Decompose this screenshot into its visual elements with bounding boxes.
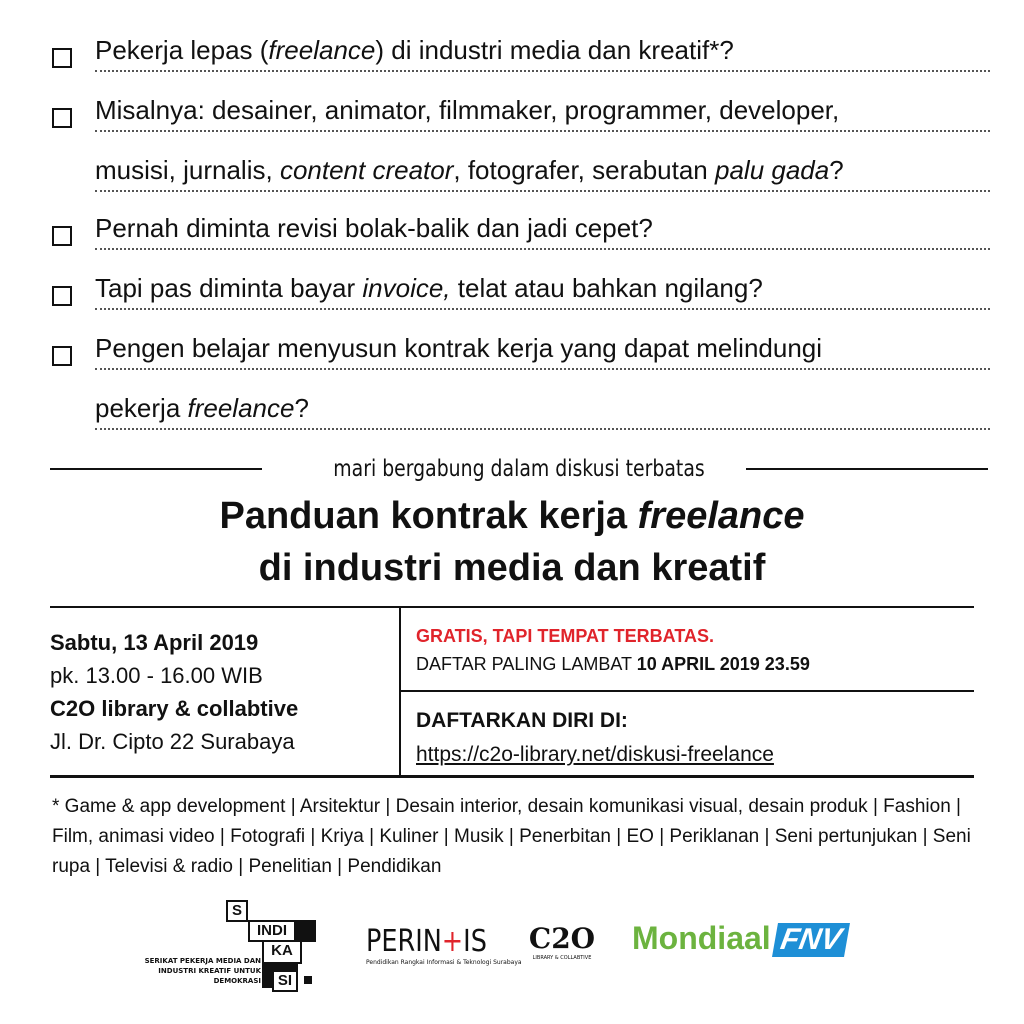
- page-title-line-2: di industri media dan kreatif: [258, 547, 766, 589]
- event-venue: C2O library & collabtive: [50, 696, 299, 721]
- mondiaal-fnv-logo: Mondiaal FNV: [632, 920, 862, 970]
- event-date: Sabtu, 13 April 2019: [50, 630, 259, 655]
- section-divider: [50, 454, 988, 484]
- sindikasi-cell: INDI: [248, 920, 296, 942]
- checkbox[interactable]: [52, 108, 72, 128]
- registration-notice: [416, 622, 810, 678]
- c2o-subtitle: LIBRARY & COLLABTIVE: [532, 955, 592, 961]
- checkbox[interactable]: [52, 226, 72, 246]
- page-title-line-1: Panduan kontrak kerja freelance: [219, 495, 805, 537]
- checkbox[interactable]: [52, 346, 72, 366]
- checkbox[interactable]: [52, 286, 72, 306]
- perintis-logo: PERIN+IS Pendidikan Rangkai Informasi & Teknologi Surabaya: [366, 924, 526, 974]
- checklist-item-2-cont: musisi, jurnalis, content creator, fotografer, serabutan palu gada?: [50, 154, 990, 190]
- table-divider-horizontal: [401, 690, 974, 692]
- register-label: DAFTARKAN DIRI DI:: [416, 709, 628, 732]
- deadline: DAFTAR PALING LAMBAT 10 APRIL 2019 23.59: [416, 654, 810, 674]
- sindikasi-cell: SI: [272, 970, 298, 992]
- sindikasi-logo: [144, 900, 326, 1010]
- free-notice: GRATIS, TAPI TEMPAT TERBATAS.: [416, 626, 714, 646]
- subheading: mari bergabung dalam diskusi terbatas: [134, 454, 903, 484]
- table-rule-bottom: [50, 775, 974, 778]
- registration-link-block: [416, 704, 774, 772]
- checklist-item-2: Misalnya: desainer, animator, filmmaker, programmer, developer,: [50, 94, 990, 130]
- checklist-item-4: Tapi pas diminta bayar invoice, telat atau bahkan ngilang?: [50, 272, 990, 308]
- event-address: Jl. Dr. Cipto 22 Surabaya: [50, 729, 295, 754]
- perintis-subtitle: Pendidikan Rangkai Informasi & Teknologi Surabaya: [366, 959, 522, 966]
- sindikasi-pattern: [296, 920, 316, 942]
- event-details: [50, 626, 390, 758]
- table-rule-top: [50, 606, 974, 608]
- c2o-logo: C2O LIBRARY & COLLABTIVE: [522, 922, 602, 972]
- checklist-item-3: Pernah diminta revisi bolak-balik dan jadi cepet?: [50, 212, 990, 248]
- footnote-categories: * Game & app development | Arsitektur | Desain interior, desain komunikasi visual, desain produk | Fashion | Film, animasi video | Fotografi | Kriya | Kuliner | Musik | Penerbitan | EO | Periklanan | Seni pertunjukan | Seni rupa | Televisi & radio | Penelitian | Pendidikan: [52, 796, 971, 877]
- register-link[interactable]: https://c2o-library.net/diskusi-freelance: [416, 743, 774, 766]
- event-time: pk. 13.00 - 16.00 WIB: [50, 663, 263, 688]
- checklist-item-5-cont: pekerja freelance?: [50, 392, 990, 428]
- checklist-item-1: Pekerja lepas (freelance) di industri media dan kreatif*?: [50, 34, 990, 70]
- checklist-item-5: Pengen belajar menyusun kontrak kerja yang dapat melindungi: [50, 332, 990, 368]
- sindikasi-dot: [304, 976, 312, 984]
- table-divider-vertical: [399, 606, 401, 778]
- sindikasi-caption: SERIKAT PEKERJA MEDIA DAN INDUSTRI KREATIF UNTUK DEMOKRASI: [144, 957, 261, 985]
- sindikasi-cell: KA: [262, 940, 302, 964]
- checkbox[interactable]: [52, 48, 72, 68]
- sindikasi-cell: S: [226, 900, 248, 922]
- event-info-table: [50, 606, 974, 778]
